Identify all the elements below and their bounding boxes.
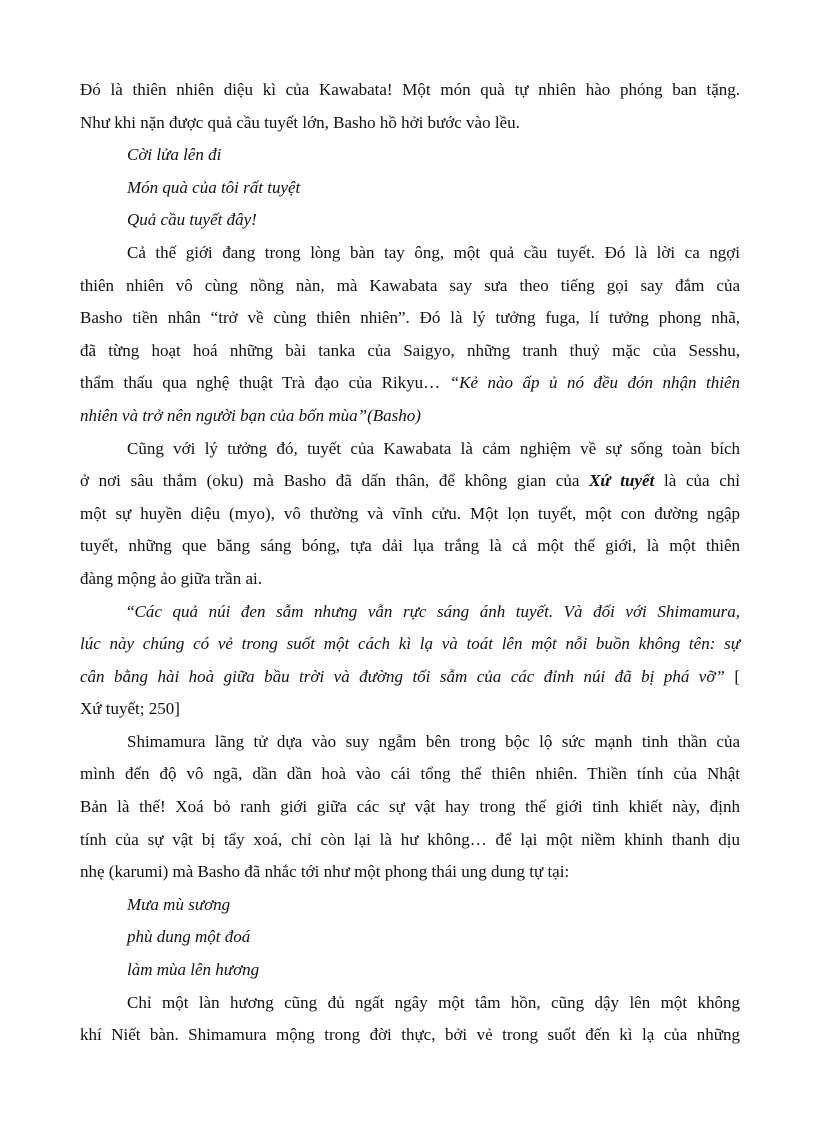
text-line xyxy=(80,465,740,498)
text-line: nhẹ (karumi) mà Basho đã nhắc tới như một phong thái ung dung tự tại: xyxy=(80,862,570,882)
poem-line: Món quà của tôi rất tuyệt xyxy=(127,177,301,197)
paragraph-shimamura xyxy=(80,726,740,889)
book-title: Xứ tuyết xyxy=(589,471,655,491)
body-text xyxy=(80,74,740,1052)
quote-text: lúc này chúng có vẻ trong suốt một cách kì lạ và toát lên một nỗi buồn không tên: sự xyxy=(80,634,740,654)
paragraph-intro xyxy=(80,74,740,139)
haiku-snowball xyxy=(80,139,740,237)
paragraph-nirvana xyxy=(80,987,740,1052)
poem-line: Mưa mù sương xyxy=(127,894,231,914)
text-line: thiên nhiên vô cùng nồng nàn, mà Kawabata say sưa theo tiếng gọi say đắm của xyxy=(80,275,740,295)
paragraph-quotation xyxy=(80,596,740,726)
text-line: khí Niết bàn. Shimamura mộng trong đời thực, bởi vẻ trong suốt đến kì lạ của những xyxy=(80,1025,740,1045)
text-line: tính của sự vật bị tẩy xoá, chỉ còn lại là hư không… để lại một niềm khinh thanh dịu xyxy=(80,829,740,849)
quote-text: Các quả núi đen sẫm nhưng vẫn rực sáng ánh tuyết. Và đối với Shimamura, xyxy=(134,601,740,621)
text-line: Cả thế giới đang trong lòng bàn tay ông, một quả cầu tuyết. Đó là lời ca ngợi xyxy=(127,242,740,262)
text-line xyxy=(80,367,740,400)
text-segment: ở nơi sâu thẳm (oku) mà Basho đã dấn thân, để không gian của xyxy=(80,471,590,491)
text-line: đàng mộng ảo giữa trần ai. xyxy=(80,568,262,588)
poem-line: làm mùa lên hương xyxy=(127,960,260,980)
text-line: đã từng hoạt hoá những bài tanka của Saigyo, những tranh thuỷ mặc của Sesshu, xyxy=(80,340,740,360)
basho-quote-end: nhiên và trở nên người bạn của bốn mùa”(Basho) xyxy=(80,405,421,425)
text-line: Chỉ một làn hương cũng đủ ngất ngây một tâm hồn, cũng dậy lên một không xyxy=(127,992,740,1012)
text-line: Như khi nặn được quả cầu tuyết lớn, Basho hồ hởi bước vào lều. xyxy=(80,112,520,132)
haiku-mist xyxy=(80,889,740,987)
quote-text: cân bằng hài hoà giữa bầu trời và đường tối sẫm của các đỉnh núi đã bị phá vỡ” xyxy=(80,666,725,686)
text-line: Đó là thiên nhiên diệu kì của Kawabata! Một món quà tự nhiên hào phóng ban tặng. xyxy=(80,80,740,99)
citation-open: [ xyxy=(724,666,740,686)
text-line: Shimamura lãng tử dựa vào suy ngẫm bên trong bộc lộ sức mạnh tinh thần của xyxy=(127,731,740,751)
open-quote: “ xyxy=(127,601,135,621)
poem-line: Quả cầu tuyết đây! xyxy=(127,210,257,230)
text-line: Bản là thế! Xoá bỏ ranh giới giữa các sự vật hay trong thế giới tinh khiết này, định xyxy=(80,797,740,817)
text-line: mình đến độ vô ngã, dần dần hoà vào cái tổng thể thiên nhiên. Thiền tính của Nhật xyxy=(80,764,740,784)
citation: Xứ tuyết; 250] xyxy=(80,699,180,719)
text-line: tuyết, những que băng sáng bóng, tựa dải lụa trắng là cả một thế giới, là một thiên xyxy=(80,536,740,556)
text-line: Cũng với lý tưởng đó, tuyết của Kawabata là cảm nghiệm về sự sống toàn bích xyxy=(127,438,740,458)
basho-quote: “Kẻ nào ấp ủ nó đều đón nhận thiên xyxy=(449,373,740,393)
text-segment: thẩm thấu qua nghệ thuật Trà đạo của Rikyu… xyxy=(80,373,450,393)
text-line xyxy=(80,661,740,694)
poem-line: Cời lửa lên đi xyxy=(127,145,222,165)
paragraph-nature-praise xyxy=(80,237,740,433)
poem-line: phù dung một đoá xyxy=(127,927,251,947)
text-segment: là của chỉ xyxy=(654,471,740,491)
paragraph-snow-experience xyxy=(80,433,740,596)
text-line xyxy=(80,596,740,629)
text-line: một sự huyền diệu (myo), vô thường và vĩnh cửu. Một lọn tuyết, một con đường ngập xyxy=(80,503,740,523)
text-line: Basho tiền nhân “trở về cùng thiên nhiên”. Đó là lý tưởng fuga, lí tưởng phong nhã, xyxy=(80,308,740,328)
